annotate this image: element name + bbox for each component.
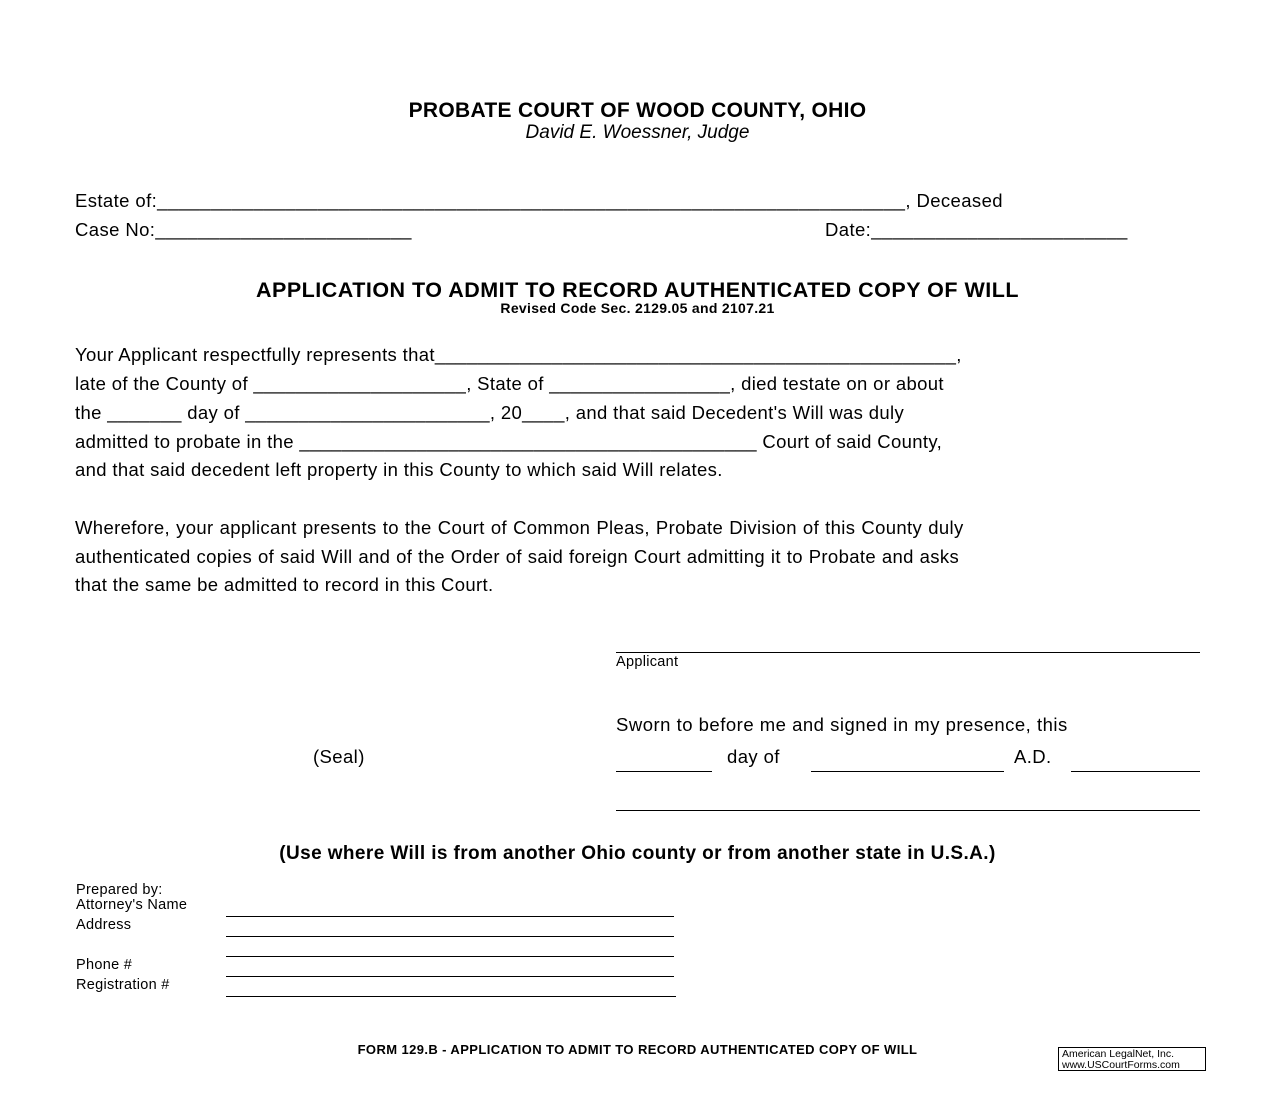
date-field[interactable]: Date:________________________ bbox=[825, 219, 1128, 240]
applicant-signature-line[interactable] bbox=[616, 652, 1200, 653]
sworn-month-line[interactable] bbox=[811, 771, 1004, 772]
address-line-1[interactable] bbox=[226, 936, 674, 937]
attorney-name-label: Attorney's Name bbox=[76, 897, 188, 913]
attorney-name-line[interactable] bbox=[226, 916, 674, 917]
applicant-line-1[interactable]: Your Applicant respectfully represents that_________________________________________________, bbox=[75, 344, 962, 365]
case-number-field[interactable]: Case No:________________________ bbox=[75, 219, 412, 240]
applicant-line-3[interactable]: the _______ day of _______________________, 20____, and that said Decedent's Will was duly bbox=[75, 402, 905, 423]
sworn-statement: Sworn to before me and signed in my presence, this bbox=[616, 714, 1068, 735]
registration-label: Registration # bbox=[76, 977, 170, 993]
usage-note: (Use where Will is from another Ohio county or from another state in U.S.A.) bbox=[279, 843, 996, 864]
day-of-label: day of bbox=[727, 746, 780, 767]
applicant-line-2[interactable]: late of the County of ____________________, State of _________________, died testate on or about bbox=[75, 373, 944, 394]
judge-name: David E. Woessner, Judge bbox=[525, 122, 750, 143]
footer-form-title: FORM 129.B - APPLICATION TO ADMIT TO RECORD AUTHENTICATED COPY OF WILL bbox=[357, 1042, 918, 1057]
applicant-label: Applicant bbox=[616, 654, 679, 670]
applicant-line-4[interactable]: admitted to probate in the ___________________________________________ Court of said County, bbox=[75, 431, 943, 452]
sworn-day-line[interactable] bbox=[616, 771, 712, 772]
revised-code-reference: Revised Code Sec. 2129.05 and 2107.21 bbox=[500, 300, 775, 316]
phone-line[interactable] bbox=[226, 976, 674, 977]
wherefore-line-2: authenticated copies of said Will and of the Order of said foreign Court admitting it to Probate and asks bbox=[75, 546, 960, 567]
legalnet-badge bbox=[1058, 1047, 1206, 1071]
sworn-year-line[interactable] bbox=[1071, 771, 1200, 772]
badge-company: American LegalNet, Inc. bbox=[1062, 1048, 1175, 1060]
estate-of-field[interactable]: Estate of:______________________________________________________________________, Deceased bbox=[75, 190, 1003, 211]
wherefore-line-3: that the same be admitted to record in this Court. bbox=[75, 574, 494, 595]
phone-label: Phone # bbox=[76, 957, 133, 973]
address-line-2[interactable] bbox=[226, 956, 674, 957]
court-title: PROBATE COURT OF WOOD COUNTY, OHIO bbox=[408, 99, 867, 122]
registration-line[interactable] bbox=[226, 996, 676, 997]
form-title: APPLICATION TO ADMIT TO RECORD AUTHENTICATED COPY OF WILL bbox=[255, 278, 1020, 302]
wherefore-line-1: Wherefore, your applicant presents to the Court of Common Pleas, Probate Division of this County duly bbox=[75, 517, 964, 538]
applicant-line-5: and that said decedent left property in this County to which said Will relates. bbox=[75, 459, 723, 480]
ad-label: A.D. bbox=[1014, 746, 1052, 767]
seal-label: (Seal) bbox=[313, 746, 365, 767]
address-label: Address bbox=[76, 917, 132, 933]
official-signature-line[interactable] bbox=[616, 810, 1200, 811]
prepared-by-heading: Prepared by: bbox=[76, 882, 163, 898]
badge-url: www.USCourtForms.com bbox=[1062, 1059, 1180, 1071]
